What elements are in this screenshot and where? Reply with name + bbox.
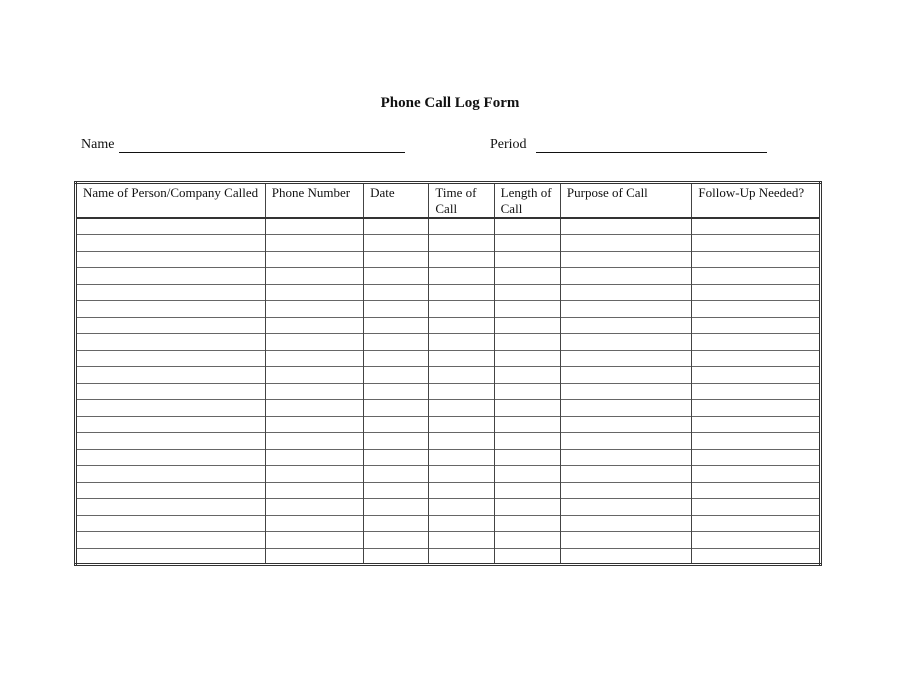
table-cell[interactable] [560, 548, 692, 565]
table-cell[interactable] [429, 548, 494, 565]
table-cell[interactable] [429, 433, 494, 450]
table-cell[interactable] [76, 350, 266, 367]
table-cell[interactable] [265, 334, 363, 351]
table-cell[interactable] [692, 284, 821, 301]
table-row [76, 251, 821, 268]
table-cell[interactable] [692, 532, 821, 549]
table-cell[interactable] [364, 367, 429, 384]
table-cell[interactable] [429, 383, 494, 400]
table-cell[interactable] [560, 499, 692, 516]
table-cell[interactable] [76, 317, 266, 334]
table-row [76, 317, 821, 334]
table-cell[interactable] [560, 449, 692, 466]
table-cell[interactable] [692, 268, 821, 285]
header-follow-up-needed: Follow-Up Needed? [692, 183, 821, 219]
table-cell[interactable] [429, 449, 494, 466]
table-cell[interactable] [265, 235, 363, 252]
table-cell[interactable] [265, 268, 363, 285]
table-cell[interactable] [692, 433, 821, 450]
table-cell[interactable] [76, 251, 266, 268]
table-cell[interactable] [560, 317, 692, 334]
table-cell[interactable] [494, 268, 560, 285]
table-row [76, 235, 821, 252]
table-cell[interactable] [494, 499, 560, 516]
table-cell[interactable] [364, 532, 429, 549]
table-cell[interactable] [364, 416, 429, 433]
table-cell[interactable] [692, 515, 821, 532]
table-cell[interactable] [560, 532, 692, 549]
table-cell[interactable] [364, 433, 429, 450]
call-log-body [76, 218, 821, 565]
table-cell[interactable] [560, 251, 692, 268]
table-cell[interactable] [692, 334, 821, 351]
table-cell[interactable] [494, 433, 560, 450]
table-row [76, 433, 821, 450]
table-cell[interactable] [494, 301, 560, 318]
table-cell[interactable] [494, 317, 560, 334]
table-cell[interactable] [560, 466, 692, 483]
form-title: Phone Call Log Form [380, 95, 520, 111]
table-cell[interactable] [560, 400, 692, 417]
table-cell[interactable] [429, 284, 494, 301]
table-cell[interactable] [494, 383, 560, 400]
table-cell[interactable] [76, 301, 266, 318]
table-cell[interactable] [265, 400, 363, 417]
table-cell[interactable] [692, 466, 821, 483]
table-cell[interactable] [76, 548, 266, 565]
table-cell[interactable] [429, 334, 494, 351]
table-cell[interactable] [692, 548, 821, 565]
table-cell[interactable] [76, 449, 266, 466]
table-row [76, 301, 821, 318]
table-cell[interactable] [429, 235, 494, 252]
table-row [76, 284, 821, 301]
table-cell[interactable] [429, 515, 494, 532]
table-cell[interactable] [494, 548, 560, 565]
period-blank-line[interactable] [536, 138, 767, 153]
table-cell[interactable] [429, 317, 494, 334]
table-cell[interactable] [494, 449, 560, 466]
table-cell[interactable] [76, 499, 266, 516]
table-cell[interactable] [494, 400, 560, 417]
table-cell[interactable] [494, 532, 560, 549]
table-cell[interactable] [76, 400, 266, 417]
table-cell[interactable] [76, 466, 266, 483]
table-cell[interactable] [76, 482, 266, 499]
table-cell[interactable] [364, 350, 429, 367]
table-row [76, 449, 821, 466]
table-cell[interactable] [692, 367, 821, 384]
table-cell[interactable] [429, 218, 494, 235]
table-cell[interactable] [76, 433, 266, 450]
table-cell[interactable] [364, 268, 429, 285]
table-cell[interactable] [265, 301, 363, 318]
table-cell[interactable] [265, 499, 363, 516]
table-cell[interactable] [364, 482, 429, 499]
call-log-table [74, 181, 822, 566]
header-purpose-of-call: Purpose of Call [560, 183, 692, 219]
table-cell[interactable] [494, 334, 560, 351]
table-cell[interactable] [494, 284, 560, 301]
table-header-row [76, 183, 821, 219]
table-cell[interactable] [560, 284, 692, 301]
table-cell[interactable] [429, 466, 494, 483]
table-cell[interactable] [76, 218, 266, 235]
table-cell[interactable] [265, 317, 363, 334]
table-cell[interactable] [265, 532, 363, 549]
table-cell[interactable] [265, 433, 363, 450]
table-cell[interactable] [265, 383, 363, 400]
table-row [76, 383, 821, 400]
table-cell[interactable] [364, 548, 429, 565]
table-row [76, 416, 821, 433]
table-cell[interactable] [364, 449, 429, 466]
table-cell[interactable] [494, 482, 560, 499]
header-phone-number: Phone Number [265, 183, 363, 219]
table-cell[interactable] [560, 515, 692, 532]
table-cell[interactable] [265, 367, 363, 384]
table-cell[interactable] [265, 466, 363, 483]
table-cell[interactable] [364, 301, 429, 318]
table-cell[interactable] [429, 367, 494, 384]
table-cell[interactable] [560, 433, 692, 450]
name-blank-line[interactable] [119, 138, 405, 153]
table-cell[interactable] [560, 235, 692, 252]
table-cell[interactable] [364, 235, 429, 252]
table-row [76, 548, 821, 565]
table-row [76, 499, 821, 516]
table-cell[interactable] [265, 416, 363, 433]
table-cell[interactable] [76, 367, 266, 384]
table-cell[interactable] [560, 301, 692, 318]
table-cell[interactable] [692, 400, 821, 417]
table-cell[interactable] [560, 350, 692, 367]
table-cell[interactable] [692, 383, 821, 400]
header-date: Date [364, 183, 429, 219]
header-length-of-call: Length of Call [494, 183, 560, 219]
table-cell[interactable] [429, 482, 494, 499]
table-cell[interactable] [76, 515, 266, 532]
table-cell[interactable] [692, 218, 821, 235]
table-row [76, 218, 821, 235]
table-cell[interactable] [692, 416, 821, 433]
table-cell[interactable] [429, 400, 494, 417]
table-cell[interactable] [560, 482, 692, 499]
table-cell[interactable] [494, 235, 560, 252]
table-cell[interactable] [364, 317, 429, 334]
table-row [76, 334, 821, 351]
table-cell[interactable] [692, 317, 821, 334]
table-row [76, 400, 821, 417]
table-row [76, 466, 821, 483]
table-cell[interactable] [692, 301, 821, 318]
header-time-of-call: Time of Call [429, 183, 494, 219]
table-cell[interactable] [76, 284, 266, 301]
table-cell[interactable] [364, 383, 429, 400]
table-cell[interactable] [76, 235, 266, 252]
table-cell[interactable] [76, 416, 266, 433]
table-cell[interactable] [560, 334, 692, 351]
table-cell[interactable] [692, 251, 821, 268]
table-cell[interactable] [364, 334, 429, 351]
table-cell[interactable] [560, 416, 692, 433]
table-cell[interactable] [265, 350, 363, 367]
table-cell[interactable] [494, 218, 560, 235]
table-row [76, 515, 821, 532]
table-cell[interactable] [265, 251, 363, 268]
table-cell[interactable] [494, 466, 560, 483]
table-cell[interactable] [560, 268, 692, 285]
table-cell[interactable] [494, 416, 560, 433]
table-cell[interactable] [265, 515, 363, 532]
table-cell[interactable] [692, 449, 821, 466]
period-field [490, 137, 767, 153]
period-label: Period [490, 137, 527, 152]
table-cell[interactable] [76, 268, 266, 285]
table-row [76, 482, 821, 499]
table-cell[interactable] [265, 284, 363, 301]
table-cell[interactable] [364, 499, 429, 516]
table-cell[interactable] [692, 350, 821, 367]
table-cell[interactable] [364, 284, 429, 301]
table-cell[interactable] [429, 532, 494, 549]
table-cell[interactable] [494, 251, 560, 268]
table-row [76, 367, 821, 384]
table-cell[interactable] [429, 268, 494, 285]
table-cell[interactable] [429, 350, 494, 367]
table-cell[interactable] [364, 400, 429, 417]
name-label: Name [81, 137, 115, 152]
table-cell[interactable] [560, 367, 692, 384]
table-cell[interactable] [76, 532, 266, 549]
table-cell[interactable] [265, 449, 363, 466]
table-cell[interactable] [692, 235, 821, 252]
table-cell[interactable] [560, 383, 692, 400]
table-cell[interactable] [429, 251, 494, 268]
table-cell[interactable] [692, 499, 821, 516]
table-cell[interactable] [265, 482, 363, 499]
table-row [76, 268, 821, 285]
table-cell[interactable] [429, 416, 494, 433]
table-cell[interactable] [429, 499, 494, 516]
table-cell[interactable] [364, 218, 429, 235]
table-row [76, 350, 821, 367]
table-row [76, 532, 821, 549]
name-field [81, 137, 405, 153]
table-cell[interactable] [364, 466, 429, 483]
header-name-of-person: Name of Person/Company Called [76, 183, 266, 219]
table-cell[interactable] [429, 301, 494, 318]
table-cell[interactable] [76, 334, 266, 351]
table-cell[interactable] [265, 218, 363, 235]
table-cell[interactable] [76, 383, 266, 400]
table-cell[interactable] [364, 251, 429, 268]
table-cell[interactable] [692, 482, 821, 499]
table-cell[interactable] [364, 515, 429, 532]
table-cell[interactable] [560, 218, 692, 235]
table-cell[interactable] [494, 367, 560, 384]
table-cell[interactable] [265, 548, 363, 565]
table-cell[interactable] [494, 350, 560, 367]
table-cell[interactable] [494, 515, 560, 532]
